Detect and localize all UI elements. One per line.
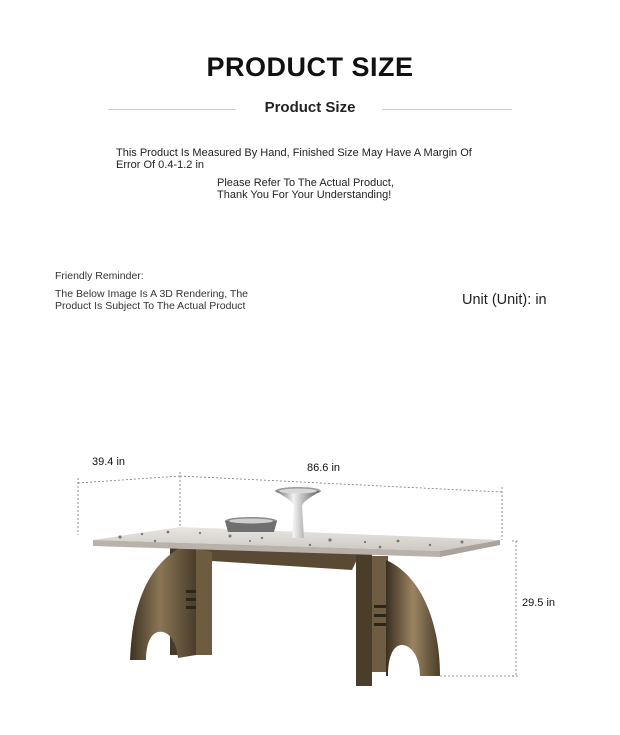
table-leg-left — [130, 545, 212, 660]
table-illustration — [0, 440, 620, 700]
measurement-note-line2: Error Of 0.4-1.2 in — [116, 159, 205, 171]
reminder-line2: Product Is Subject To The Actual Product — [55, 300, 246, 312]
decor-vase — [275, 487, 321, 538]
reminder-line1: The Below Image Is A 3D Rendering, The — [55, 288, 248, 300]
section-subtitle: Product Size — [264, 99, 356, 116]
table-leg-right — [356, 553, 440, 686]
length-dimension-label: 86.6 in — [307, 462, 341, 474]
reminder-label: Friendly Reminder: — [55, 270, 144, 282]
measurement-note-line1: This Product Is Measured By Hand, Finished Size May Have A Margin Of — [116, 147, 472, 159]
divider-right — [382, 109, 512, 110]
decor-bowl — [225, 517, 277, 532]
height-dimension-label: 29.5 in — [522, 597, 556, 609]
measurement-note-line3: Please Refer To The Actual Product, — [217, 177, 394, 189]
depth-dimension-label: 39.4 in — [92, 456, 126, 468]
unit-label: Unit (Unit): in — [462, 292, 547, 308]
page-title: PRODUCT SIZE — [206, 52, 414, 82]
measurement-note-line4: Thank You For Your Understanding! — [217, 189, 392, 201]
